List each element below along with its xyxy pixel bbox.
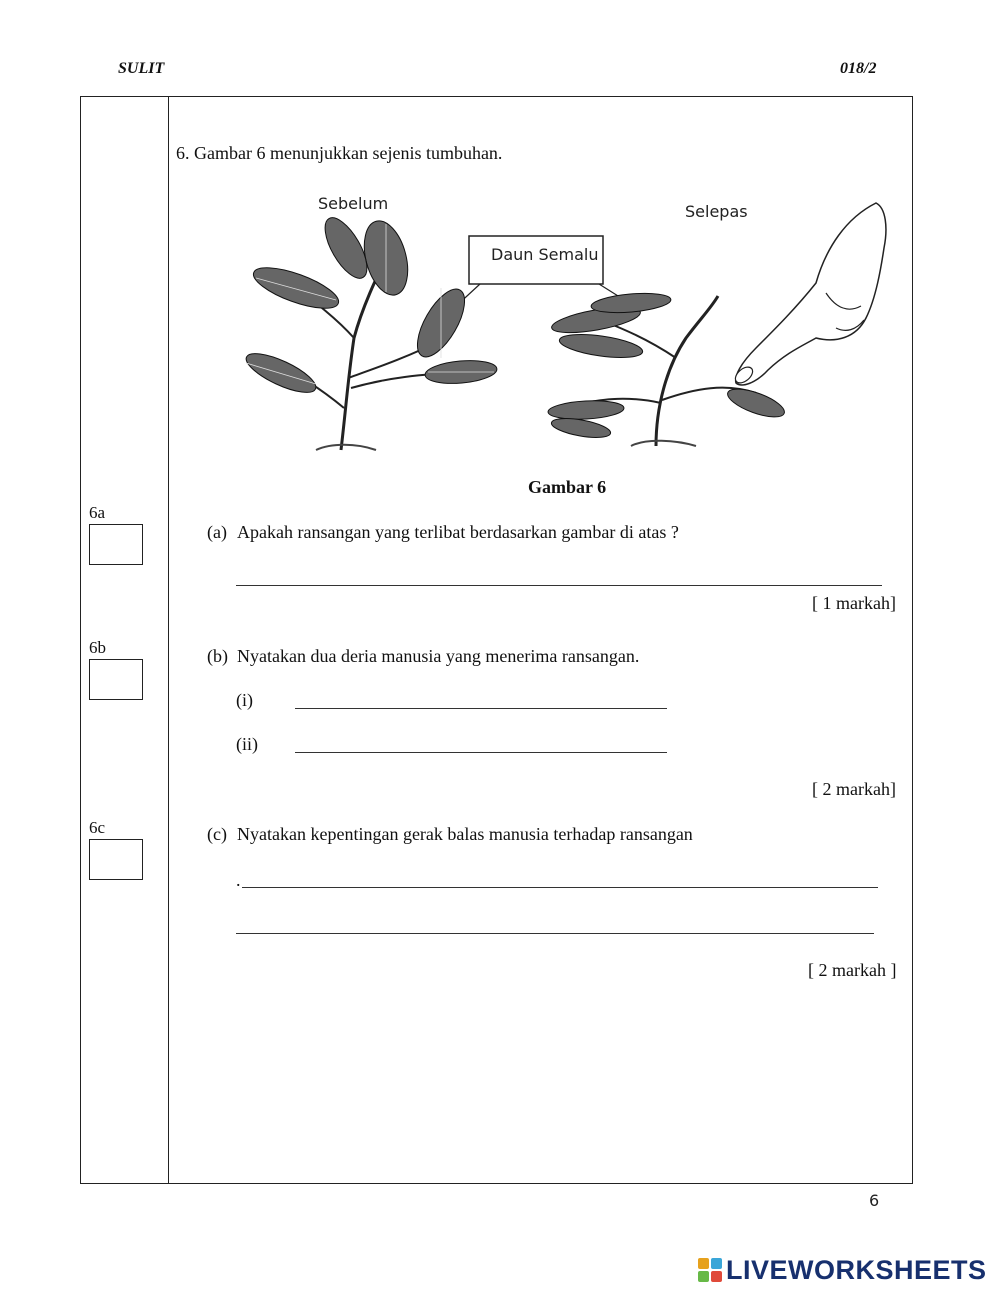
question-c-text bbox=[207, 824, 693, 845]
header-paper-code: 018/2 bbox=[840, 60, 877, 77]
answer-line-b-ii[interactable] bbox=[295, 752, 667, 753]
mark-label-6c: 6c bbox=[89, 818, 106, 837]
answer-line-c-1[interactable] bbox=[242, 887, 878, 888]
callout-label: Daun Semalu bbox=[491, 245, 599, 264]
question-title: 6. Gambar 6 menunjukkan sejenis tumbuhan. bbox=[176, 143, 503, 163]
marks-a: [ 1 markah] bbox=[812, 593, 896, 613]
sub-i-label: (i) bbox=[236, 690, 253, 710]
mark-box-6c[interactable] bbox=[89, 839, 143, 880]
page-number: 6 bbox=[869, 1191, 880, 1210]
pointing-hand-icon bbox=[732, 203, 885, 386]
figure-caption: Gambar 6 bbox=[528, 477, 607, 497]
label-selepas: Selepas bbox=[685, 202, 748, 221]
label-sebelum: Sebelum bbox=[318, 194, 389, 213]
figure-gambar-6 bbox=[236, 188, 892, 460]
liveworksheets-logo-icon bbox=[698, 1258, 722, 1282]
question-c-tag: (c) bbox=[207, 824, 227, 844]
brand-name: LIVEWORKSHEETS bbox=[726, 1254, 987, 1285]
question-b-tag: (b) bbox=[207, 646, 228, 666]
header-sulit: SULIT bbox=[118, 60, 165, 77]
question-a-tag: (a) bbox=[207, 522, 227, 542]
figure-illustration bbox=[236, 188, 892, 460]
question-a-text bbox=[207, 522, 679, 543]
plant-before-icon bbox=[241, 212, 497, 450]
answer-line-b-i[interactable] bbox=[295, 708, 667, 709]
marks-c: [ 2 markah ] bbox=[808, 960, 897, 980]
marks-b: [ 2 markah] bbox=[812, 779, 896, 799]
mark-box-6a[interactable] bbox=[89, 524, 143, 565]
margin-divider bbox=[168, 96, 169, 1184]
liveworksheets-brand[interactable] bbox=[698, 1252, 987, 1288]
answer-line-c-dot: . bbox=[236, 870, 241, 890]
question-b-label: Nyatakan dua deria manusia yang menerima ransangan. bbox=[237, 646, 640, 666]
mark-label-6a: 6a bbox=[89, 503, 106, 522]
mark-label-6b: 6b bbox=[89, 638, 106, 657]
question-c-label: Nyatakan kepentingan gerak balas manusia terhadap ransangan bbox=[237, 824, 693, 844]
answer-line-a[interactable] bbox=[236, 585, 882, 586]
answer-line-c-2[interactable] bbox=[236, 933, 874, 934]
question-a-label: Apakah ransangan yang terlibat berdasarkan gambar di atas ? bbox=[237, 522, 679, 542]
question-b-text bbox=[207, 646, 639, 667]
mark-box-6b[interactable] bbox=[89, 659, 143, 700]
sub-ii-label: (ii) bbox=[236, 734, 258, 754]
